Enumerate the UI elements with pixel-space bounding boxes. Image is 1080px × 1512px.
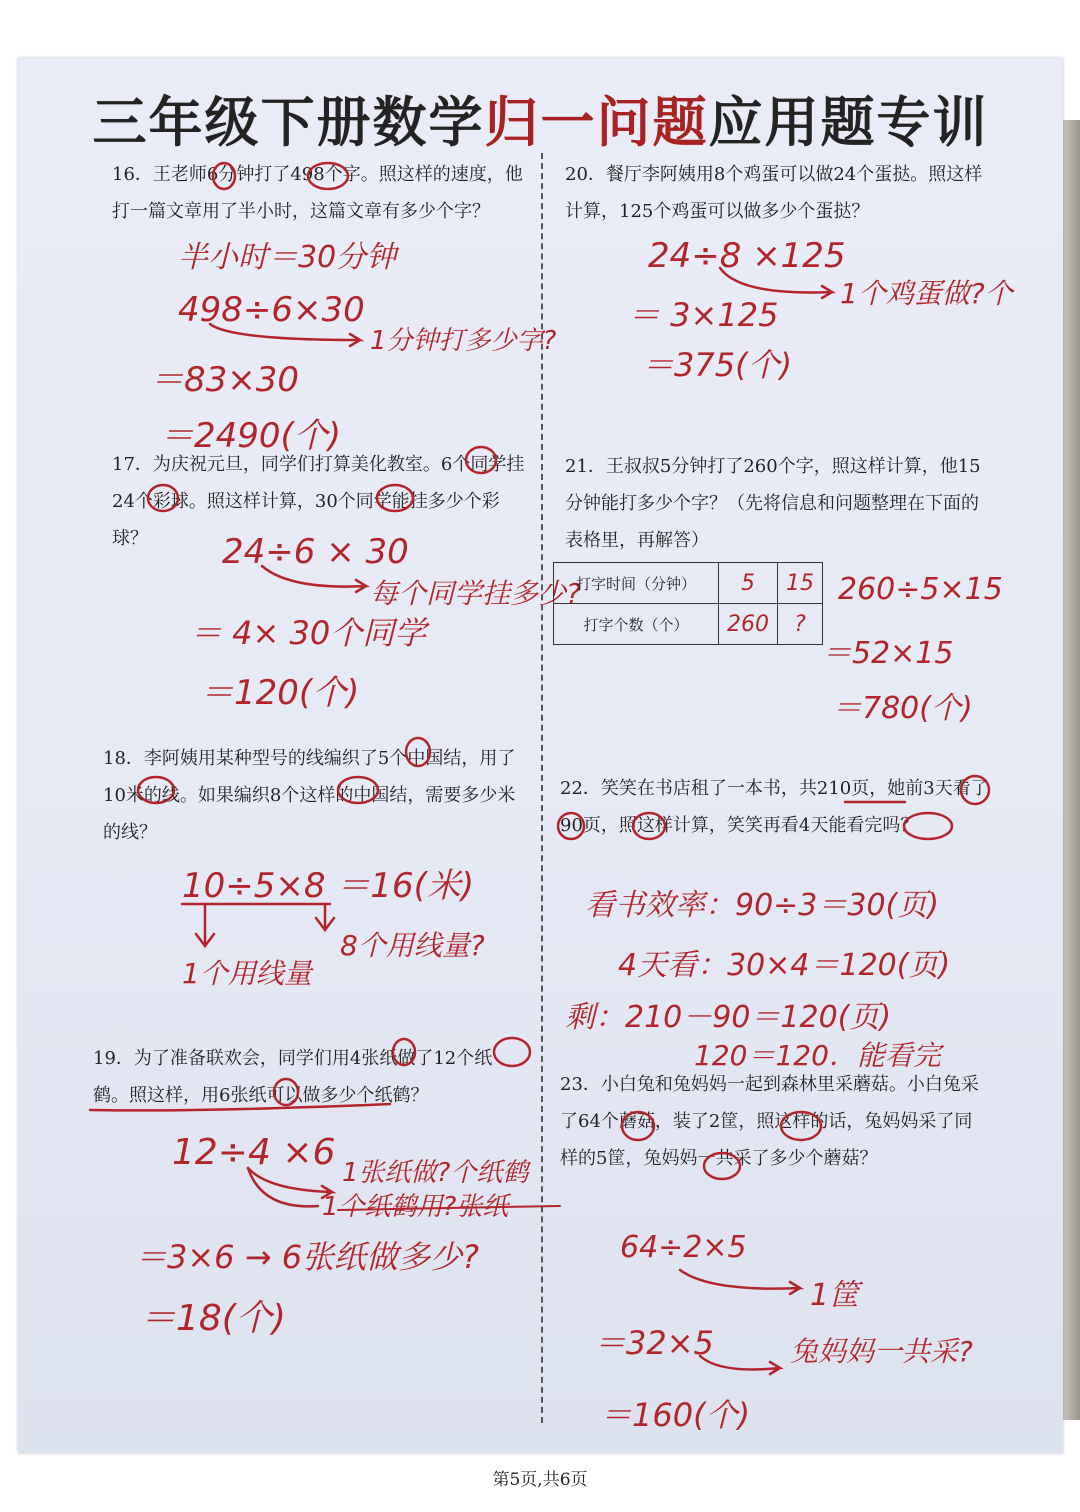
- q22-work-3: 剩：210－90＝120(页): [565, 1000, 892, 1035]
- table-label-time: 打字时间（分钟）: [554, 563, 719, 604]
- circle-mark: [961, 776, 989, 804]
- q17-work-2: 每个同学挂多少?: [370, 577, 581, 610]
- question-23: 23．小白兔和兔妈妈一起到森林里采蘑菇。小白兔采了64个蘑菇，装了2筐，照这样的话，兔妈妈采了同样的5筐，兔妈妈一共采了多少个蘑菇？: [560, 1074, 979, 1169]
- question-19: 19．为了准备联欢会，同学们用4张纸做了12个纸鹤。照这样，用6张纸可以做多少个纸鹤？: [93, 1048, 493, 1106]
- circle-mark: [406, 738, 430, 766]
- title-prefix: 三年级下册数学: [92, 91, 485, 154]
- arrow-mark: [248, 1168, 332, 1198]
- q21-work-3: ＝780(个): [832, 691, 973, 726]
- arrow-mark: [720, 268, 832, 298]
- q19-work-4: ＝3×6 → 6张纸做多少?: [135, 1238, 480, 1276]
- circle-mark: [781, 1112, 821, 1140]
- strike-mark: [338, 1206, 560, 1210]
- arrow-mark: [700, 1356, 780, 1374]
- q20-work-3: ＝ 3×125: [628, 296, 779, 334]
- q20-work-2: 1个鸡蛋做?个: [840, 277, 1013, 310]
- question-18: 18．李阿姨用某种型号的线编织了5个中国结，用了10米的线。如果编织8个这样的中国结，需要多少米的线？: [103, 748, 516, 843]
- title-suffix: 应用题专训: [708, 91, 989, 154]
- table-label-count: 打字个数（个）: [554, 604, 719, 645]
- table-cell: 15: [778, 563, 823, 604]
- table-cell: 260: [719, 604, 778, 645]
- page-footer: 第5页,共6页: [492, 1470, 588, 1490]
- title-highlight: 归一问题: [484, 91, 709, 154]
- question-16: 16．王老师6分钟打了498个字。照这样的速度，他打一篇文章用了半小时，这篇文章有多少个字？: [112, 164, 523, 222]
- circle-mark: [633, 813, 665, 839]
- q16-work-5: ＝2490(个): [160, 416, 342, 456]
- circle-mark: [138, 777, 174, 803]
- q20-work-1: 24÷8 ×125: [648, 236, 846, 276]
- underline-mark: [90, 1104, 390, 1110]
- question-17: 17．为庆祝元旦，同学们打算美化教室。6个同学挂24个彩球。照这样计算，30个同学能挂多少个彩球？: [112, 454, 525, 549]
- circle-mark: [904, 813, 952, 839]
- q17-work-3: ＝ 4× 30个同学: [190, 614, 427, 652]
- q18-work-1: 10÷5×8 ＝16(米): [182, 866, 475, 906]
- q19-work-5: ＝18(个): [140, 1298, 286, 1339]
- question-22: 22．笑笑在书店租了一本书，共210页，她前3天看了90页，照这样计算，笑笑再看4天能看完吗？: [560, 778, 989, 836]
- q19-work-1: 12÷4 ×6: [172, 1132, 336, 1173]
- q20-work-4: ＝375(个): [642, 346, 793, 384]
- circle-mark: [148, 485, 178, 511]
- q23-work-1: 64÷2×5: [620, 1230, 747, 1265]
- circle-mark: [274, 1079, 298, 1105]
- arrow-mark: [182, 904, 334, 946]
- circle-mark: [704, 1153, 740, 1179]
- q19-work-2: 1张纸做?个纸鹤: [342, 1158, 529, 1188]
- q17-work-1: 24÷6 × 30: [222, 532, 409, 572]
- circle-mark: [466, 447, 496, 473]
- q21-work-1: 260÷5×15: [838, 572, 1003, 607]
- arrow-mark: [680, 1270, 800, 1294]
- question-20: 20．餐厅李阿姨用8个鸡蛋可以做24个蛋挞。照这样计算，125个鸡蛋可以做多少个蛋挞？: [565, 164, 983, 222]
- q23-work-2: 1筐: [810, 1278, 860, 1313]
- q23-work-5: ＝160(个): [600, 1396, 751, 1434]
- q18-work-3: 1个用线量: [182, 957, 312, 990]
- q21-work-2: ＝52×15: [822, 636, 954, 671]
- circle-mark: [393, 1039, 415, 1065]
- table-cell: 5: [719, 563, 778, 604]
- arrow-mark: [262, 566, 366, 592]
- circle-mark: [213, 163, 235, 189]
- q16-work-4: ＝83×30: [150, 360, 300, 400]
- q19-work-3: 1个纸鹤用?张纸: [322, 1192, 509, 1222]
- circle-mark: [338, 777, 378, 803]
- q17-work-4: ＝120(个): [200, 673, 360, 713]
- q18-work-2: 8个用线量?: [340, 929, 485, 962]
- q16-work-2: 498÷6×30: [178, 290, 365, 330]
- q23-work-4: 兔妈妈一共采?: [790, 1335, 973, 1368]
- circle-mark: [377, 485, 413, 511]
- circle-mark: [558, 813, 584, 839]
- circle-mark: [494, 1038, 530, 1066]
- q22-work-4: 120＝120．能看完: [694, 1039, 941, 1072]
- circle-mark: [308, 163, 348, 189]
- table-cell: ?: [778, 604, 823, 645]
- circle-mark: [622, 1112, 654, 1140]
- question-21: 21．王叔叔5分钟打了260个字，照这样计算，他15分钟能打多少个字？（先将信息和问题整理在下面的表格里，再解答）: [565, 456, 981, 551]
- q16-work-1: 半小时＝30分钟: [178, 240, 397, 275]
- q16-work-3: 1分钟打多少字?: [370, 326, 557, 356]
- q22-work-1: 看书效率：90÷3＝30(页): [585, 888, 939, 923]
- q23-work-3: ＝32×5: [594, 1324, 714, 1362]
- q22-work-2: 4天看：30×4＝120(页): [618, 948, 951, 983]
- arrow-mark: [210, 324, 360, 346]
